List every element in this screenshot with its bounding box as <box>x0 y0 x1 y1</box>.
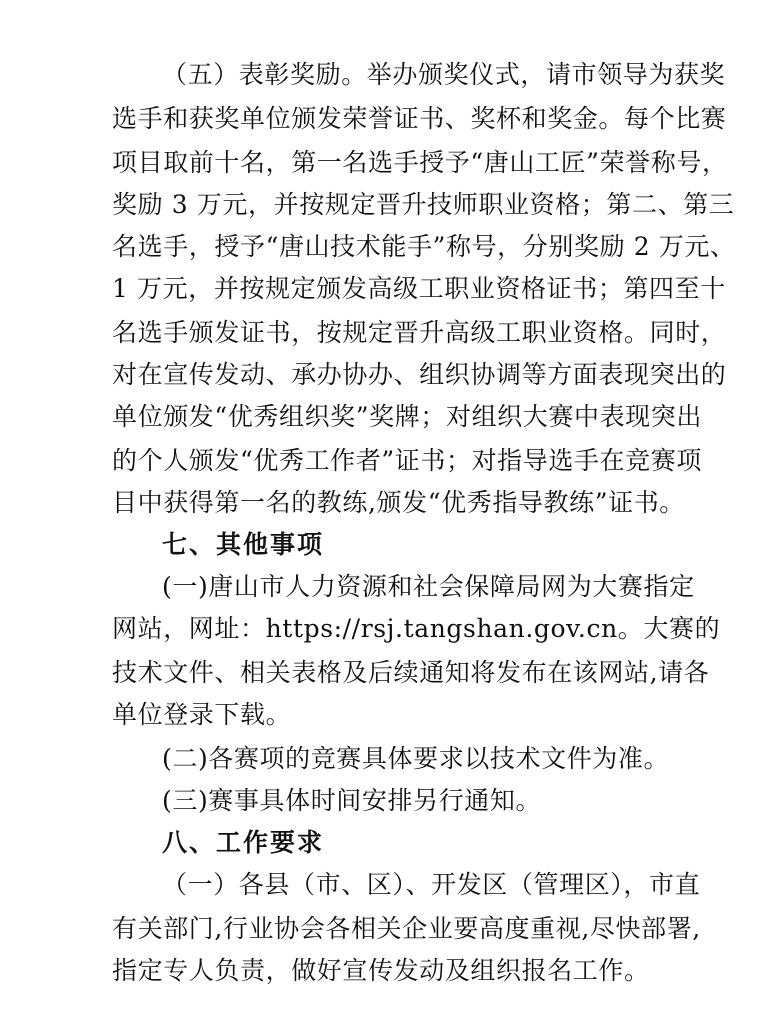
section-heading: 八、工作要求 <box>162 828 325 857</box>
text-line: (一)唐山市人力资源和社会保障局网为大赛指定 <box>162 572 695 601</box>
text-line: （五）表彰奖励。举办颁奖仪式，请市领导为获奖 <box>162 60 726 89</box>
text-line: 对在宣传发动、承办协办、组织协调等方面表现突出的 <box>112 360 727 389</box>
text-line: 的个人颁发“优秀工作者”证书；对指导选手在竞赛项 <box>112 446 702 475</box>
text-line: (三)赛事具体时间安排另行通知。 <box>162 786 542 815</box>
text-line: 网站，网址：https://rsj.tangshan.gov.cn。大赛的 <box>112 614 721 643</box>
text-line: 技术文件、相关表格及后续通知将发布在该网站,请各 <box>112 658 710 687</box>
text-line: 有关部门,行业协会各相关企业要高度重视,尽快部署, <box>112 914 701 943</box>
text-line: 单位颁发“优秀组织奖”奖牌；对组织大赛中表现突出 <box>112 402 702 431</box>
text-line: （一）各县（市、区）、开发区（管理区），市直 <box>162 870 701 899</box>
text-line: 选手和获奖单位颁发荣誉证书、奖杯和奖金。每个比赛 <box>112 104 727 133</box>
text-line: (二)各赛项的竞赛具体要求以技术文件为准。 <box>162 744 670 773</box>
text-line: 项目取前十名，第一名选手授予“唐山工匠”荣誉称号， <box>112 148 728 177</box>
section-heading: 七、其他事项 <box>162 530 325 559</box>
text-line: 名选手颁发证书，按规定晋升高级工职业资格。同时， <box>112 318 727 347</box>
text-line: 单位登录下载。 <box>112 700 292 729</box>
text-line: 名选手，授予“唐山技术能手”称号，分别奖励 2 万元、 <box>112 232 736 261</box>
text-line: 奖励 3 万元，并按规定晋升技师职业资格；第二、第三 <box>112 190 735 219</box>
text-line: 指定专人负责，做好宣传发动及组织报名工作。 <box>112 956 650 985</box>
text-line: 1 万元，并按规定颁发高级工职业资格证书；第四至十 <box>112 274 726 303</box>
text-line: 目中获得第一名的教练,颁发“优秀指导教练”证书。 <box>112 488 685 517</box>
